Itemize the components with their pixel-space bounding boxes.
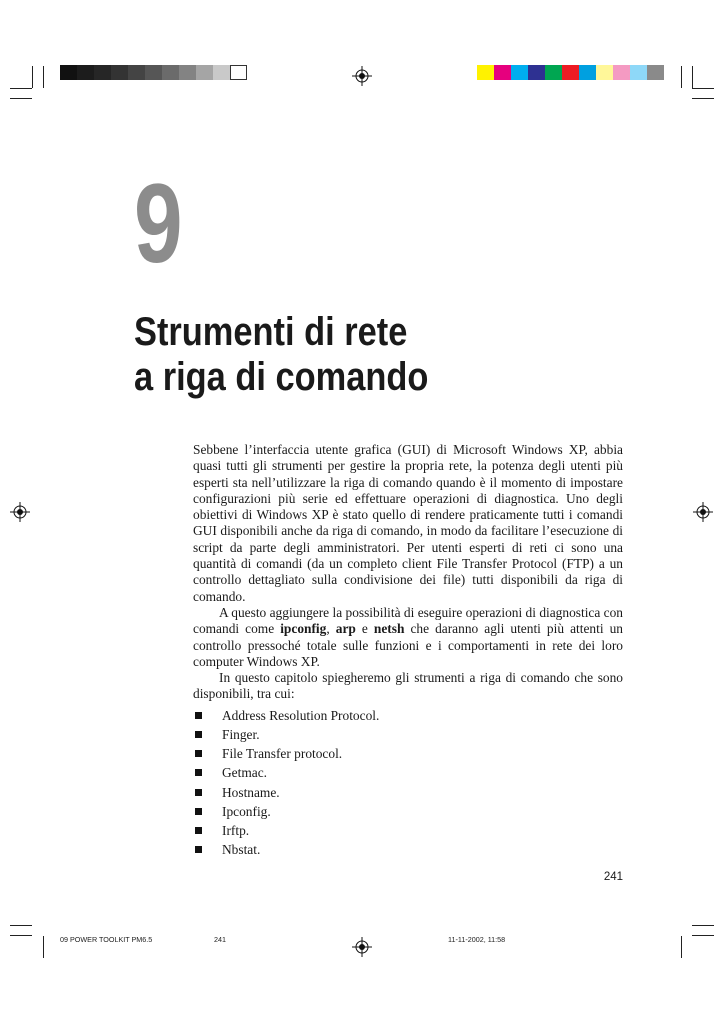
color-swatch	[230, 65, 247, 80]
list-item	[193, 763, 623, 782]
chapter-number: 9	[134, 161, 183, 286]
list-item-label: Finger.	[222, 726, 260, 742]
color-swatch	[613, 65, 630, 80]
list-item-label: Address Resolution Protocol.	[222, 707, 380, 723]
crop-mark	[681, 66, 682, 88]
registration-mark-icon	[693, 502, 713, 522]
registration-mark-icon	[352, 937, 372, 957]
bullet-square-icon	[195, 827, 202, 834]
color-swatch	[511, 65, 528, 80]
separator: ,	[326, 621, 336, 637]
list-item-label: Irftp.	[222, 822, 250, 838]
registration-mark-icon	[10, 502, 30, 522]
bullet-square-icon	[195, 769, 202, 776]
list-item	[193, 783, 623, 802]
color-swatch	[111, 65, 128, 80]
color-swatch	[77, 65, 94, 80]
list-item	[193, 725, 623, 744]
color-swatch	[162, 65, 179, 80]
color-swatch	[196, 65, 213, 80]
chapter-title-line-2: a riga di comando	[134, 355, 429, 399]
color-swatch	[94, 65, 111, 80]
list-item-label: File Transfer protocol.	[222, 746, 343, 762]
crop-mark	[692, 98, 714, 99]
grayscale-color-bar	[60, 65, 247, 80]
crop-mark	[10, 98, 32, 99]
color-swatch	[60, 65, 77, 80]
command-ipconfig: ipconfig	[280, 621, 327, 637]
color-swatch	[179, 65, 196, 80]
body-text	[193, 442, 623, 859]
crop-mark	[692, 925, 714, 926]
slug-date: 11-11-2002, 11:58	[448, 935, 506, 944]
bullet-square-icon	[195, 846, 202, 853]
crop-mark	[10, 935, 32, 936]
chapter-title	[134, 310, 616, 400]
process-color-bar	[477, 65, 664, 80]
crop-mark	[43, 66, 44, 88]
crop-mark	[43, 936, 44, 958]
crop-mark	[692, 66, 693, 88]
color-swatch	[145, 65, 162, 80]
slug-page-number: 241	[214, 935, 226, 944]
color-swatch	[128, 65, 145, 80]
separator: e	[355, 621, 374, 637]
paragraph-commands	[193, 605, 623, 670]
color-swatch	[494, 65, 511, 80]
bullet-square-icon	[195, 712, 202, 719]
paragraph-intro: Sebbene l’interfaccia utente grafica (GUI) di Microsoft Windows XP, abbia quasi tutti gli strumenti per gestire la propria rete, la potenza degli utenti più esperti sta nell’utilizzare la riga di comando quando è il momento di impostare configurazioni più serie ed effettuare operazioni di diagnostica. Uno degli obiettivi di Windows XP è stato quello di rendere praticamente tutti i comandi GUI disponibili anche da riga di comando, in modo da facilitare l’esecuzione di script da parte degli amministratori. Per utenti esperti di reti ci sono una quantità di comandi (da un completo client File Transfer Protocol (FTP) a un controllo dettagliato sulla condivisione dei file) tutti disponibili da riga di comando.	[193, 442, 623, 604]
color-swatch	[528, 65, 545, 80]
crop-mark	[692, 935, 714, 936]
tool-list	[193, 706, 623, 860]
color-swatch	[630, 65, 647, 80]
color-swatch	[579, 65, 596, 80]
list-item	[193, 802, 623, 821]
color-swatch	[596, 65, 613, 80]
list-item-label: Nbstat.	[222, 842, 261, 858]
crop-mark	[692, 88, 714, 89]
color-swatch	[562, 65, 579, 80]
list-item-label: Getmac.	[222, 765, 267, 781]
list-item	[193, 744, 623, 763]
bullet-square-icon	[195, 789, 202, 796]
list-item-label: Ipconfig.	[222, 803, 271, 819]
color-swatch	[545, 65, 562, 80]
color-swatch	[647, 65, 664, 80]
list-item-label: Hostname.	[222, 784, 280, 800]
crop-mark	[32, 66, 33, 88]
page-number: 241	[603, 871, 623, 883]
list-item	[193, 840, 623, 859]
paragraph-chapter-overview: In questo capitolo spiegheremo gli strumenti a riga di comando che sono disponibili, tra cui:	[193, 670, 623, 702]
color-swatch	[213, 65, 230, 80]
color-swatch	[477, 65, 494, 80]
bullet-square-icon	[195, 750, 202, 757]
slug-file-name: 09 POWER TOOLKIT PM6.5	[60, 935, 153, 944]
crop-mark	[10, 88, 32, 89]
crop-mark	[10, 925, 32, 926]
crop-mark	[681, 936, 682, 958]
bullet-square-icon	[195, 808, 202, 815]
command-arp: arp	[335, 621, 356, 637]
bullet-square-icon	[195, 731, 202, 738]
chapter-title-line-1: Strumenti di rete	[134, 310, 408, 354]
paragraph-commands-text: A questo aggiungere la possibilità di eseguire operazioni di diagnostica con comandi come	[193, 604, 623, 637]
paragraph-commands-text: che daranno agli utenti più attenti un controllo pressoché totale sulle funzioni e i comportamenti in rete dei loro computer Windows XP.	[193, 621, 623, 669]
list-item	[193, 706, 623, 725]
registration-mark-icon	[352, 66, 372, 86]
command-netsh: netsh	[373, 621, 405, 637]
list-item	[193, 821, 623, 840]
